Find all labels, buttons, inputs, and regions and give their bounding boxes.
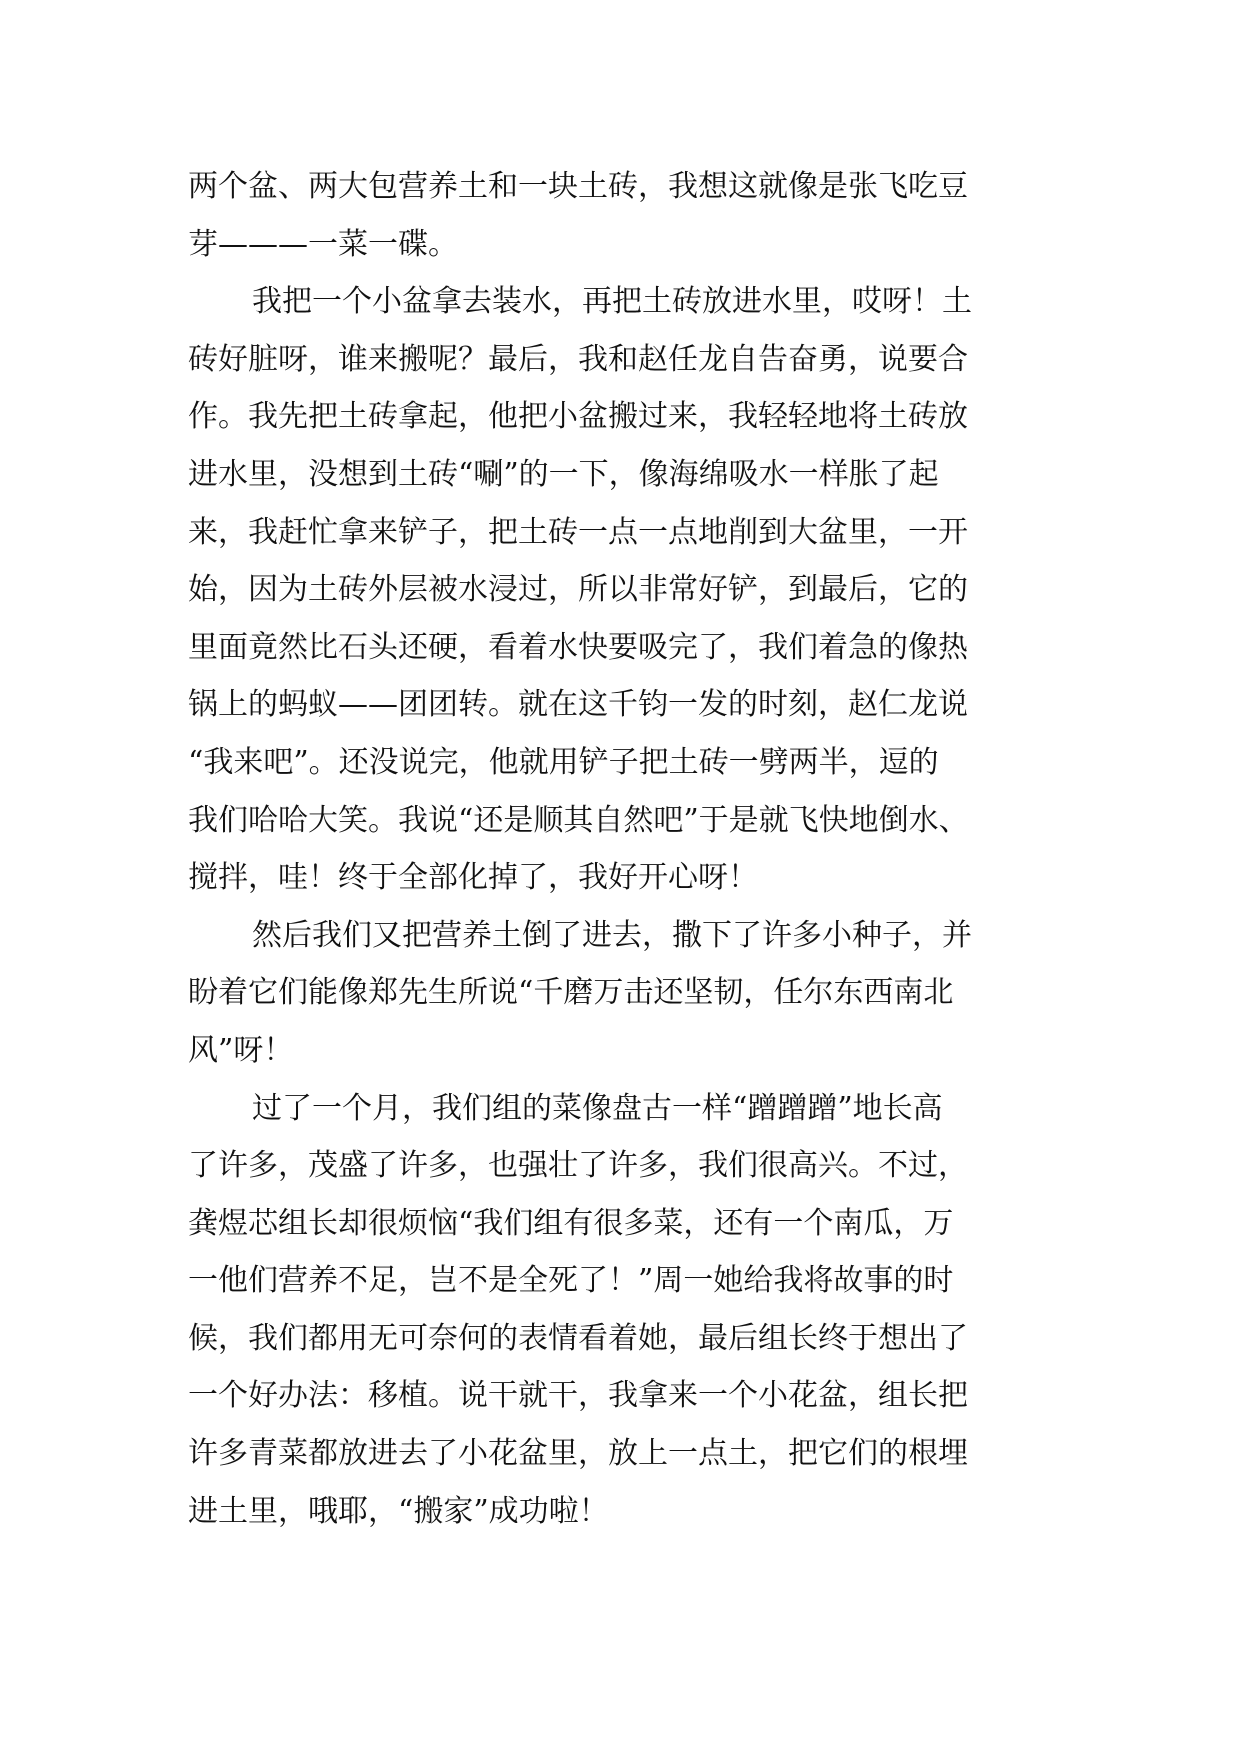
paragraph [188, 158, 1068, 273]
text-line: 一个好办法：移植。说干就干，我拿来一个小花盆，组长把 [188, 1378, 968, 1414]
paragraph [188, 907, 1068, 1080]
text-line: 龚煜芯组长却很烦恼“我们组有很多菜，还有一个南瓜，万 [188, 1205, 954, 1241]
text-line: 锅上的蚂蚁——团团转。就在这千钧一发的时刻，赵仁龙说 [188, 687, 968, 723]
paragraph [188, 1080, 1068, 1541]
paragraph [188, 273, 1068, 907]
text-line: 芽———一菜一碟。 [188, 226, 458, 262]
text-line: 进水里，没想到土砖“唰”的一下，像海绵吸水一样胀了起 [188, 456, 939, 492]
text-line: 进土里，哦耶，“搬家”成功啦！ [188, 1493, 609, 1529]
text-line: 盼着它们能像郑先生所说“千磨万击还坚韧，任尔东西南北 [188, 975, 954, 1011]
document-body [188, 158, 1068, 1540]
text-line: 了许多，茂盛了许多，也强壮了许多，我们很高兴。不过， [188, 1148, 968, 1184]
text-line: 砖好脏呀，谁来搬呢？最后，我和赵任龙自告奋勇，说要合 [188, 341, 968, 377]
text-line: 里面竟然比石头还硬，看着水快要吸完了，我们着急的像热 [188, 629, 968, 665]
text-line: 风”呀！ [188, 1032, 294, 1068]
text-line: 来，我赶忙拿来铲子，把土砖一点一点地削到大盆里，一开 [188, 514, 968, 550]
text-line: 始，因为土砖外层被水浸过，所以非常好铲，到最后，它的 [188, 572, 968, 608]
text-line: 候，我们都用无可奈何的表情看着她，最后组长终于想出了 [188, 1320, 968, 1356]
text-line: 许多青菜都放进去了小花盆里，放上一点土，把它们的根埋 [188, 1436, 968, 1472]
text-line: 然后我们又把营养土倒了进去，撒下了许多小种子，并 [252, 917, 972, 953]
text-line: 作。我先把土砖拿起，他把小盆搬过来，我轻轻地将土砖放 [188, 399, 968, 435]
text-line: 过了一个月，我们组的菜像盘古一样“蹭蹭蹭”地长高 [252, 1090, 943, 1126]
text-line: 我把一个小盆拿去装水，再把土砖放进水里，哎呀！土 [252, 284, 972, 320]
text-line: 搅拌，哇！终于全部化掉了，我好开心呀！ [188, 860, 758, 896]
text-line: “我来吧”。还没说完，他就用铲子把土砖一劈两半，逗的 [188, 744, 939, 780]
text-line: 两个盆、两大包营养土和一块土砖，我想这就像是张飞吃豆 [188, 169, 968, 204]
text-line: 我们哈哈大笑。我说“还是顺其自然吧”于是就飞快地倒水、 [188, 802, 969, 838]
text-line: 一他们营养不足，岂不是全死了！”周一她给我将故事的时 [188, 1263, 954, 1299]
